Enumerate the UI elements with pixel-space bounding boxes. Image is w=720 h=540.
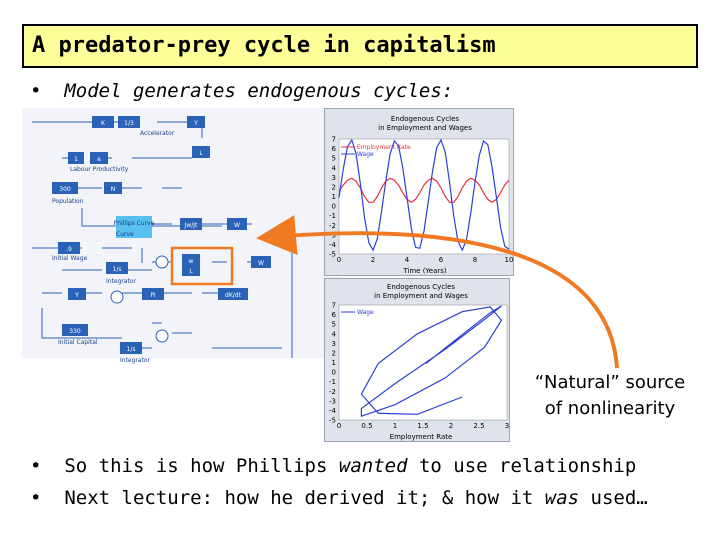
model-label-one: 1 [74,156,78,163]
chart1-ytick: 7 [331,135,336,144]
model-label-initial-wage-value: .9 [66,246,72,253]
chart1-xtick: 6 [438,256,444,264]
bullet-next-prefix: Next lecture: how he derived it; & how it [64,487,545,509]
chart1-xtick: 10 [504,256,514,264]
model-label-w: w [188,258,194,265]
chart2-title: Endogenous Cycles [386,283,456,291]
model-label-y2: Y [75,292,79,299]
bullet-model-text: Model generates endogenous cycles: [64,80,454,102]
model-caption-initial-wage: Initial Wage [52,255,88,262]
chart2-xtick: 1 [392,422,398,430]
model-label-phillips: Phillips Curve [113,220,155,227]
chart2-xtick: 2 [448,422,454,430]
chart1-ytick: 2 [331,183,336,192]
chart1-xtick: 2 [370,256,376,264]
chart1-xtick: 0 [336,256,342,264]
bullet-dot: • [30,80,65,102]
chart2-xtick: 0 [336,422,342,430]
bullet-dot: • [30,455,65,477]
chart2-ytick: 5 [331,320,336,329]
chart1-xlabel: Time (Years) [403,267,447,275]
model-label-l: L [199,150,203,157]
chart2-ytick: 2 [331,349,336,358]
chart1-ytick: 6 [331,145,336,154]
chart2-subtitle: in Employment and Wages [374,292,468,300]
nonlinearity-callout [505,370,715,422]
model-label-jw: Jw/Jt [184,222,198,229]
model-label-k: K [101,120,105,127]
model-label-pi: Pi [150,292,156,299]
chart1-ytick: 3 [331,173,336,182]
model-label-330: 330 [69,328,81,335]
chart2-ytick: -5 [329,416,336,425]
chart2-ytick: -4 [329,406,336,415]
slide-title: A predator-prey cycle in capitalism [32,33,496,58]
chart2-xlabel: Employment Rate [389,433,453,441]
chart2-ytick: -2 [329,387,336,396]
chart1-ytick: -5 [329,250,336,259]
chart1-ytick: 4 [331,164,336,173]
chart2-ytick: -1 [329,378,336,387]
chart2-xtick: 0.5 [361,422,373,430]
model-label-w-top: W [234,222,240,229]
chart1-ytick: 1 [331,193,336,201]
nonlinearity-arrow [272,233,617,368]
bullet-next-suffix: used… [579,487,648,509]
chart2-ytick: 7 [331,301,336,310]
model-label-300: 300 [59,186,71,193]
chart2-legend-wage: Wage [357,309,374,316]
bullet-phillips-suffix: to use relationship [407,455,637,477]
chart1-legend-wage: Wage [357,151,374,158]
model-caption-initial-capital: Initial Capital [58,339,98,346]
chart2-ytick: 4 [331,330,336,339]
bullet-next-lecture [30,487,648,509]
chart1-ytick: 5 [331,154,336,163]
chart2-ytick: 6 [331,311,336,320]
chart1-ytick: -4 [329,240,336,249]
model-label-integrator-2: 1/s [126,346,136,353]
chart2-ytick: 0 [331,368,336,377]
chart1-ytick: 0 [331,202,336,211]
model-caption-integrator-2: Integrator [120,357,151,364]
chart1-xtick: 4 [404,256,410,264]
chart2-xtick: 1.5 [417,422,429,430]
model-caption-accelerator: Accelerator [140,130,175,137]
model-label-y: Y [194,120,198,127]
model-caption-integrator-1: Integrator [106,278,137,285]
callout-line1: “Natural” source [534,372,686,393]
callout-line2: of nonlinearity [544,398,676,419]
model-caption-population: Population [52,198,84,205]
chart1-ytick: -3 [329,231,336,240]
chart1-ytick: -2 [329,221,336,230]
bullet-dot: • [30,487,65,509]
chart1-xtick: 8 [472,256,478,264]
model-label-w-out: W [258,260,264,267]
model-label-l2: L [189,268,193,275]
model-label-n: N [110,186,116,193]
bullet-next-italic: was [544,487,580,509]
model-label-integrator-1: 1/s [112,266,122,273]
model-label-one-third: 1/3 [124,120,134,127]
model-caption-labour: Labour Productivity [70,166,129,173]
chart2-ytick: 1 [331,359,336,367]
chart2-ytick: -3 [329,397,336,406]
bullet-phillips-prefix: So this is how Phillips [64,455,339,477]
chart1-subtitle: in Employment and Wages [378,124,472,132]
chart2-xtick: 3 [504,422,510,430]
bullet-phillips [30,455,636,477]
chart2-xtick: 2.5 [473,422,485,430]
bullet-phillips-italic: wanted [338,455,408,477]
chart1-legend-employment: Employment Rate [357,144,411,151]
model-caption-phillips-curve: Curve [116,231,134,238]
model-label-dkdt: dK/dt [225,292,241,299]
chart1-title: Endogenous Cycles [390,115,460,123]
chart2-ytick: 3 [331,339,336,348]
chart1-ytick: -1 [329,212,336,221]
model-label-a: a [97,156,101,163]
